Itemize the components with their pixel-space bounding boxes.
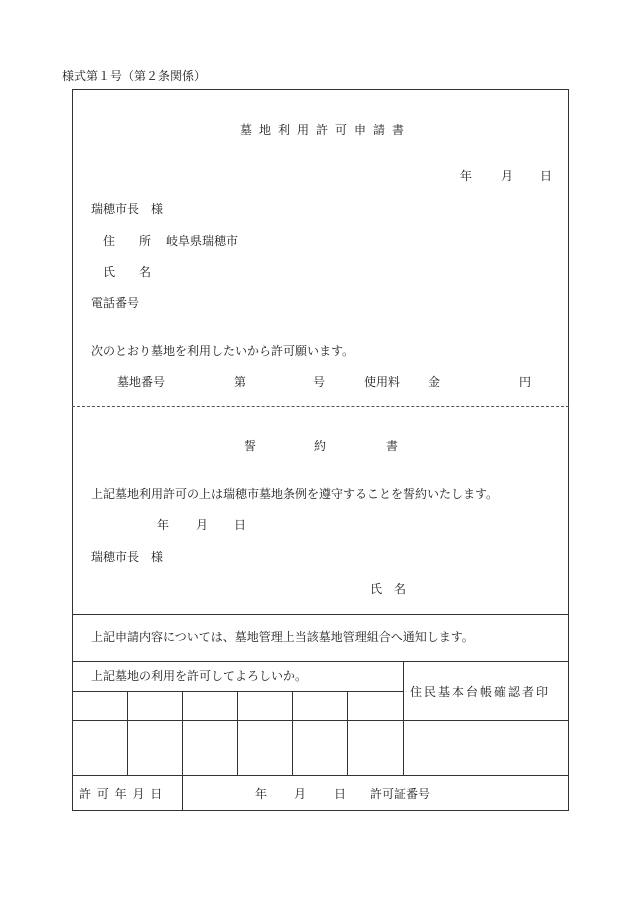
pledge-name-label: 氏 名 [370,582,407,596]
application-title: 墓地利用許可申請書 [240,123,412,137]
footer-divider [182,775,183,811]
footer-top-border [72,775,569,776]
plot-number-label: 墓地番号 [117,375,166,389]
permit-date-month: 月 [294,787,307,801]
pledge-date-month: 月 [196,518,209,532]
permit-date-label: 許 可 年 月 日 [79,787,164,801]
notice-top-border [72,614,569,615]
plot-number-go: 号 [313,375,326,389]
application-addressee: 瑞穂市長 様 [91,202,164,216]
pledge-addressee: 瑞穂市長 様 [91,550,164,564]
application-date-day: 日 [540,169,553,183]
address-field[interactable]: 岐阜県瑞穂市 [166,234,239,248]
phone-label: 電話番号 [91,296,140,310]
grid-col-line-5 [347,691,348,775]
approval-top-border [72,661,569,662]
pledge-text: 上記墓地利用許可の上は瑞穂市墓地条例を遵守することを誓約いたします。 [91,487,499,501]
pledge-title-char-2: 約 [314,439,327,453]
application-date-month: 月 [501,169,514,183]
name-label: 氏 名 [103,265,152,279]
grid-col-line-4 [292,691,293,775]
usage-fee-kin: 金 [428,375,441,389]
notice-text: 上記申請内容については、墓地管理上当該墓地管理組合へ通知します。 [91,630,474,644]
resident-registry-check-stamp: 住民基本台帳確認者印 [410,685,551,699]
grid-col-line-2 [182,691,183,775]
pledge-title-char-1: 誓 [244,439,257,453]
usage-fee-label: 使用料 [364,375,401,389]
pledge-date-day: 日 [234,518,247,532]
address-label: 住 所 [103,234,152,248]
grid-col-line-3 [237,691,238,775]
pledge-title-char-3: 書 [386,439,399,453]
grid-divider-right [403,661,404,775]
request-text: 次のとおり墓地を利用したいから許可願います。 [91,344,355,358]
pledge-date-year: 年 [157,518,170,532]
application-date-year: 年 [460,169,473,183]
approval-question: 上記墓地の利用を許可してよろしいか。 [91,669,308,683]
permit-date-year: 年 [255,787,268,801]
plot-number-dai: 第 [234,375,247,389]
permit-number-label: 許可証番号 [370,787,431,801]
form-number-label: 様式第１号（第２条関係） [62,69,207,83]
usage-fee-yen: 円 [519,375,532,389]
permit-date-day: 日 [334,787,347,801]
approval-stamp-cell[interactable] [128,721,182,774]
section-separator-dashed [72,406,569,407]
